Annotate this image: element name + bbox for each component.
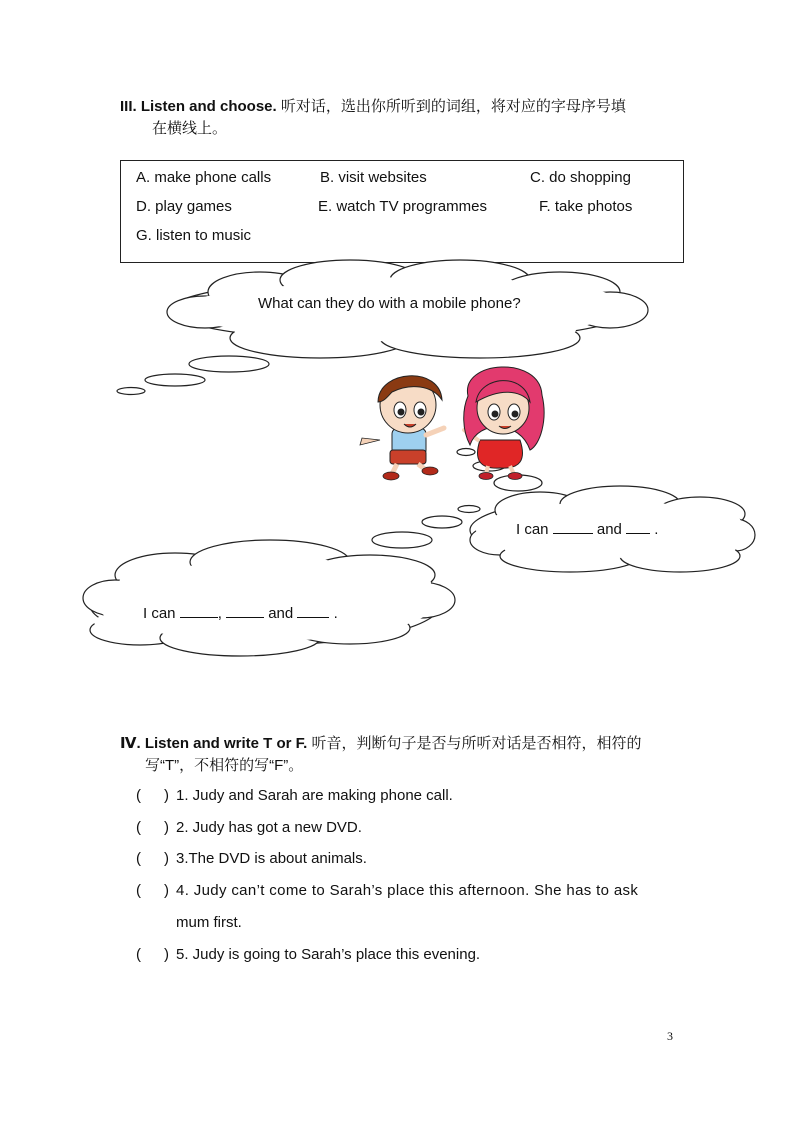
girl-answer-text: . <box>654 521 659 538</box>
option-e: E. watch TV programmes <box>318 198 487 215</box>
girl-answer-line <box>516 519 658 539</box>
answer-blank[interactable] <box>297 603 329 618</box>
section-4-instructions: 听音，判断句子是否与所听对话是否相符，相符的 <box>307 735 642 752</box>
answer-paren-open[interactable]: ( <box>136 882 141 899</box>
boy-answer-text: , <box>217 605 222 622</box>
tf-item-text: 2. Judy has got a new DVD. <box>176 819 362 836</box>
answer-paren-close[interactable]: ) <box>164 787 169 804</box>
answer-paren-close[interactable]: ) <box>164 850 169 867</box>
answer-paren-open[interactable]: ( <box>136 946 141 963</box>
answer-blank[interactable] <box>626 519 650 534</box>
tf-item-4-cont: mum first. <box>176 914 242 931</box>
question-text: What can they do with a mobile phone? <box>258 295 521 312</box>
answer-paren-open[interactable]: ( <box>136 850 141 867</box>
answer-paren-close[interactable]: ) <box>164 946 169 963</box>
section-4-title-cont: 写“T”，不相符的写“F”。 <box>145 757 304 774</box>
answer-paren-open[interactable]: ( <box>136 819 141 836</box>
tf-item-text: 4. Judy can’t come to Sarah’s place this afternoon. She has to ask <box>176 882 639 899</box>
option-f: F. take photos <box>539 198 633 215</box>
section-3-heading: III. Listen and choose. <box>120 98 277 115</box>
section-4-heading: Ⅳ. Listen and write T or F. <box>120 735 308 752</box>
boy-character <box>360 376 444 480</box>
answer-paren-close[interactable]: ) <box>164 882 169 899</box>
option-d: D. play games <box>136 198 232 215</box>
option-a: A. make phone calls <box>136 169 272 186</box>
option-c: C. do shopping <box>530 169 631 186</box>
answer-blank[interactable] <box>180 603 218 618</box>
option-b: B. visit websites <box>320 169 427 186</box>
answer-blank[interactable] <box>226 603 264 618</box>
tf-item-text: 5. Judy is going to Sarah’s place this evening. <box>176 946 481 963</box>
tf-item-text: 1. Judy and Sarah are making phone call. <box>176 787 453 804</box>
answer-blank[interactable] <box>553 519 593 534</box>
boy-answer-line <box>143 603 338 623</box>
girl-answer-text: and <box>596 521 622 538</box>
boy-answer-text: . <box>333 605 338 622</box>
answer-paren-close[interactable]: ) <box>164 819 169 836</box>
boy-answer-text: and <box>268 605 294 622</box>
boy-answer-text: I can <box>143 605 176 622</box>
answer-paren-open[interactable]: ( <box>136 787 141 804</box>
girl-answer-text: I can <box>516 521 549 538</box>
section-3-title-cont: 在横线上。 <box>152 120 228 137</box>
option-g: G. listen to music <box>136 227 252 244</box>
page-number: 3 <box>667 1029 673 1043</box>
section-3-instructions: 听对话，选出你所听到的词组，将对应的字母序号填 <box>276 98 626 115</box>
section-4-title <box>120 733 642 755</box>
tf-item-text: 3.The DVD is about animals. <box>176 850 367 867</box>
